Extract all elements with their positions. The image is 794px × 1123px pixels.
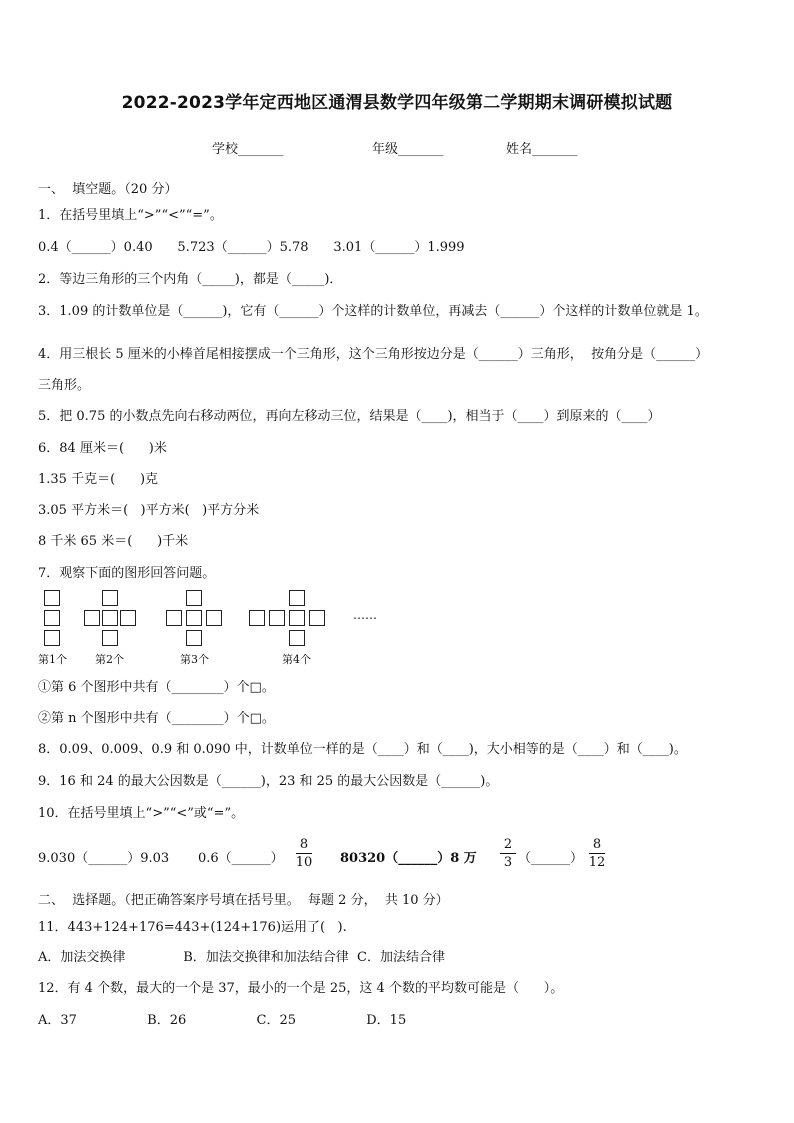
square-icon (166, 610, 182, 626)
square-icon (289, 590, 305, 606)
question-1: 1．在括号里填上“>”“<”“=”。 (38, 208, 223, 223)
fraction-8-10 (294, 837, 314, 870)
square-icon (289, 610, 305, 626)
question-12: 12．有 4 个数，最大的一个是 37，最小的一个是 25，这 4 个数的平均数可能是（ ）。 (38, 981, 564, 996)
fraction-numerator: 8 (299, 837, 309, 852)
question-7: 7．观察下面的图形回答问题。 (38, 566, 216, 581)
fraction-2-3 (498, 837, 518, 870)
square-icon (289, 630, 305, 646)
square-icon (84, 610, 100, 626)
question-5: 5．把 0.75 的小数点先向右移动两位，再向左移动三位，结果是（____)，相当于（____）到原来的（____） (38, 409, 661, 424)
square-icon (186, 610, 202, 626)
square-icon (309, 610, 325, 626)
question-4-cont: 三角形。 (38, 378, 91, 393)
question-6b: 1.35 千克＝( )克 (38, 472, 159, 487)
fraction-denominator: 3 (503, 855, 513, 870)
question-7b: ②第 n 个图形中共有（________）个□。 (38, 711, 275, 726)
school-field: 学校_______ (212, 142, 284, 157)
question-10: 10．在括号里填上“>”“<”或“=”。 (38, 806, 245, 821)
question-6c: 3.05 平方米＝( )平方米( )平方分米 (38, 503, 260, 518)
question-12-options: A．37 B．26 C．25 D．15 (38, 1013, 407, 1028)
section2-header: 二、 选择题。（把正确答案序号填在括号里。 每题 2 分， 共 10 分） (38, 893, 449, 908)
question-6a: 6．84 厘米＝( )米 (38, 441, 167, 456)
question-7a: ①第 6 个图形中共有（________）个□。 (38, 680, 275, 695)
fraction-denominator: 12 (588, 855, 606, 870)
grade-field: 年级_______ (372, 142, 444, 157)
fraction-bar (589, 853, 605, 854)
square-icon (120, 610, 136, 626)
question-10a: 9.030（______）9.03 (38, 851, 170, 866)
question-10c: 80320（______）8 万 (340, 851, 477, 866)
square-icon (249, 610, 265, 626)
ellipsis: …… (353, 608, 377, 622)
fraction-numerator: 2 (503, 837, 513, 852)
question-10d: （______） (518, 851, 584, 866)
square-icon (186, 590, 202, 606)
question-10b: 0.6（______） (198, 851, 284, 866)
square-icon (102, 590, 118, 606)
question-1-items: 0.4（______）0.40 5.723（______）5.78 3.01（______）1.999 (38, 240, 465, 255)
fraction-numerator: 8 (592, 837, 602, 852)
fraction-bar (500, 853, 516, 854)
question-9: 9．16 和 24 的最大公因数是（______)，23 和 25 的最大公因数是（______)。 (38, 774, 499, 789)
section1-header: 一、 填空题。（20 分） (38, 182, 178, 197)
question-11-options: A．加法交换律 B．加法交换律和加法结合律 C．加法结合律 (38, 950, 446, 965)
question-8: 8．0.09、0.009、0.9 和 0.090 中，计数单位一样的是（____）和（____)，大小相等的是（____）和（____)。 (38, 742, 687, 757)
question-4: 4．用三根长 5 厘米的小棒首尾相接摆成一个三角形，这个三角形按边分是（______）三角形， 按角分是（______） (38, 347, 709, 362)
page-title: 2022-2023学年定西地区通渭县数学四年级第二学期期末调研模拟试题 (121, 93, 673, 113)
square-icon (44, 610, 60, 626)
figure-label-4: 第4个 (282, 653, 311, 666)
square-icon (44, 630, 60, 646)
question-6d: 8 千米 65 米＝( )千米 (38, 534, 189, 549)
figure-label-1: 第1个 (38, 653, 67, 666)
question-2: 2．等边三角形的三个内角（_____)，都是（_____)． (38, 272, 343, 287)
square-icon (206, 610, 222, 626)
question-3: 3．1.09 的计数单位是（______)，它有（______）个这样的计数单位，再减去（______）个这样的计数单位就是 1。 (38, 304, 708, 319)
square-icon (44, 590, 60, 606)
name-field: 姓名_______ (506, 142, 578, 157)
square-icon (102, 630, 118, 646)
fraction-denominator: 10 (295, 855, 313, 870)
fraction-bar (296, 853, 312, 854)
figure-label-2: 第2个 (95, 653, 124, 666)
square-icon (186, 630, 202, 646)
square-icon (269, 610, 285, 626)
fraction-8-12 (587, 837, 607, 870)
square-icon (102, 610, 118, 626)
figure-label-3: 第3个 (180, 653, 209, 666)
question-11: 11．443+124+176=443+(124+176)运用了( ). (38, 920, 347, 935)
